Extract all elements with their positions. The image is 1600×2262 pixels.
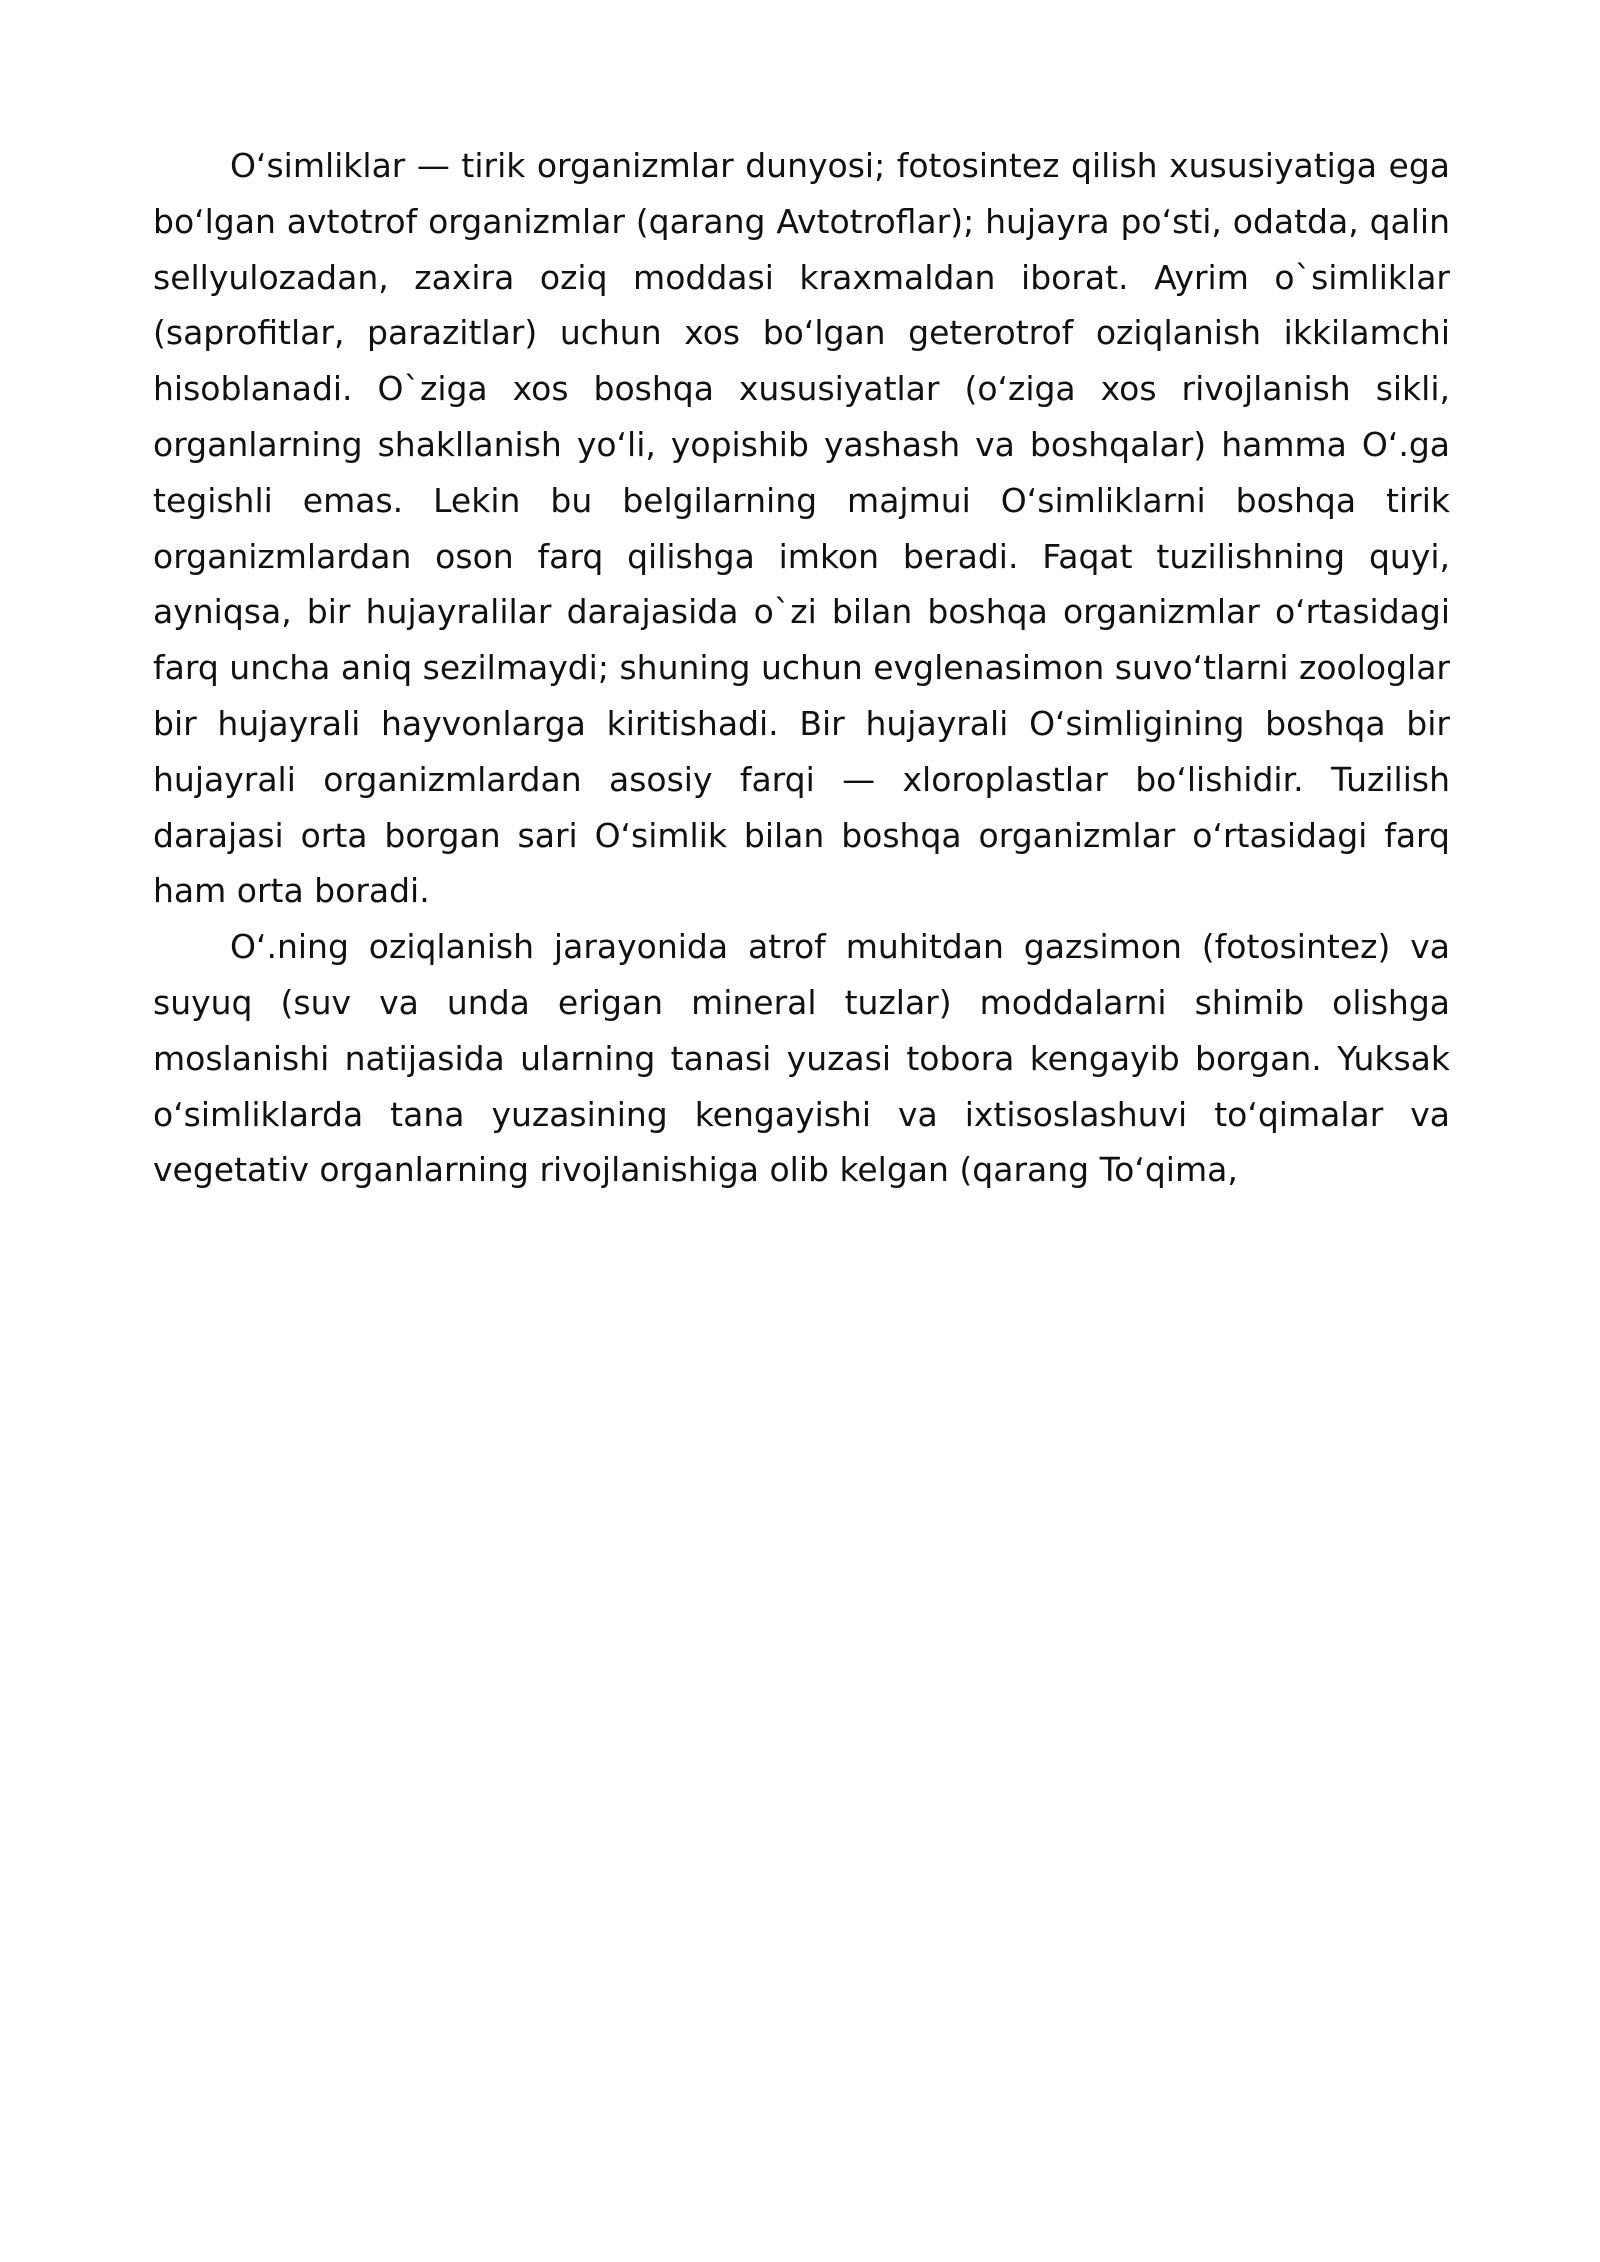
- paragraph-2: O‘.ning oziqlanish jarayonida atrof muhitdan gazsimon (fotosintez) va suyuq (suv va unda erigan mineral tuzlar) moddalarni shimib olishga moslanishi natijasida ularning tanasi yuzasi tobora kengayib borgan. Yuksak o‘simliklarda tana yuzasining kengayishi va ixtisoslashuvi to‘qimalar va vegetativ organlarning rivojlanishiga olib kelgan (qarang To‘qima,: [153, 927, 1450, 1190]
- document-body: [153, 138, 1450, 1198]
- paragraph-1: O‘simliklar — tirik organizmlar dunyosi; fotosintez qilish xususiyatiga ega bo‘lgan avtotrof organizmlar (qarang Avtotroflar); hujayra po‘sti, odatda, qalin sellyulozadan, zaxira oziq moddasi kraxmaldan iborat. Ayrim o`simliklar (saprofitlar, parazitlar) uchun xos bo‘lgan geterotrof oziqlanish ikkilamchi hisoblanadi. O`ziga xos boshqa xususiyatlar (o‘ziga xos rivojlanish sikli, organlarning shakllanish yo‘li, yopishib yashash va boshqalar) hamma O‘.ga tegishli emas. Lekin bu belgilarning majmui O‘simliklarni boshqa tirik organizmlardan oson farq qilishga imkon beradi. Faqat tuzilishning quyi, ayniqsa, bir hujayralilar darajasida o`zi bilan boshqa organizmlar o‘rtasidagi farq uncha aniq sezilmaydi; shuning uchun evglenasimon suvo‘tlarni zoologlar bir hujayrali hayvonlarga kiritishadi. Bir hujayrali O‘simligining boshqa bir hujayrali organizmlardan asosiy farqi — xloroplastlar bo‘lishidir. Tuzilish darajasi orta borgan sari O‘simlik bilan boshqa organizmlar o‘rtasidagi farq ham orta boradi.: [153, 146, 1450, 911]
